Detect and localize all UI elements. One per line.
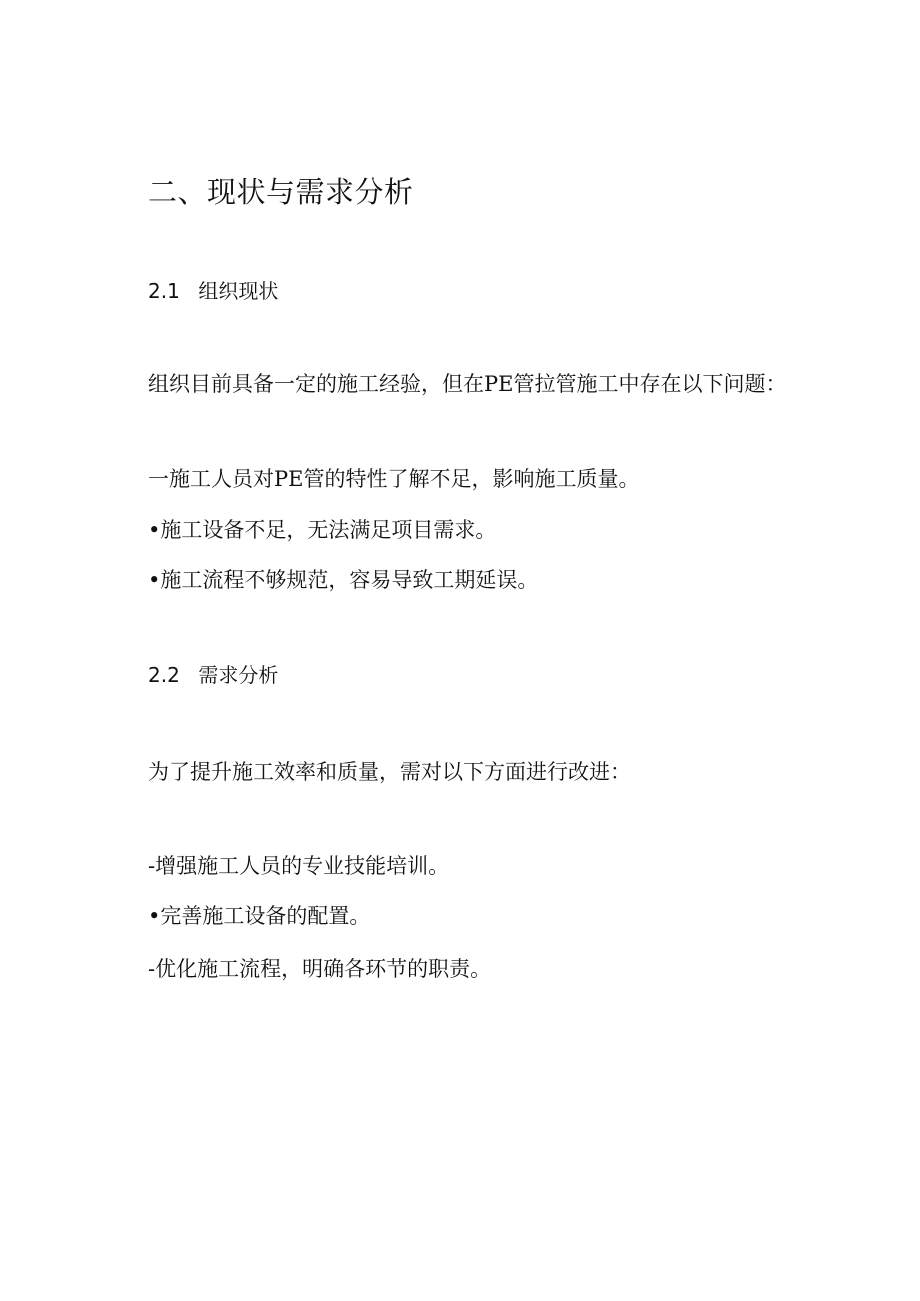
list-item: -优化施工流程，明确各环节的职责。 [148, 957, 492, 981]
list-item: •施工流程不够规范，容易导致工期延误。 [148, 568, 539, 592]
section-heading-2-2 [148, 661, 278, 689]
chapter-title: 二、现状与需求分析 [148, 175, 414, 209]
section-heading-2-1 [148, 277, 278, 305]
paragraph-intro: 组织目前具备一定的施工经验，但在PE管拉管施工中存在以下问题： [148, 372, 787, 396]
list-item: •施工设备不足，无法满足项目需求。 [148, 518, 497, 542]
list-item: -增强施工人员的专业技能培训。 [148, 854, 450, 878]
section-title: 需求分析 [198, 663, 279, 687]
section-title: 组织现状 [198, 279, 279, 303]
section-number: 2.2 [148, 663, 180, 687]
section-number: 2.1 [148, 279, 180, 303]
paragraph-intro: 为了提升施工效率和质量，需对以下方面进行改进： [148, 760, 631, 784]
list-item: 一施工人员对PE管的特性了解不足，影响施工质量。 [148, 467, 640, 491]
list-item: •完善施工设备的配置。 [148, 904, 371, 928]
